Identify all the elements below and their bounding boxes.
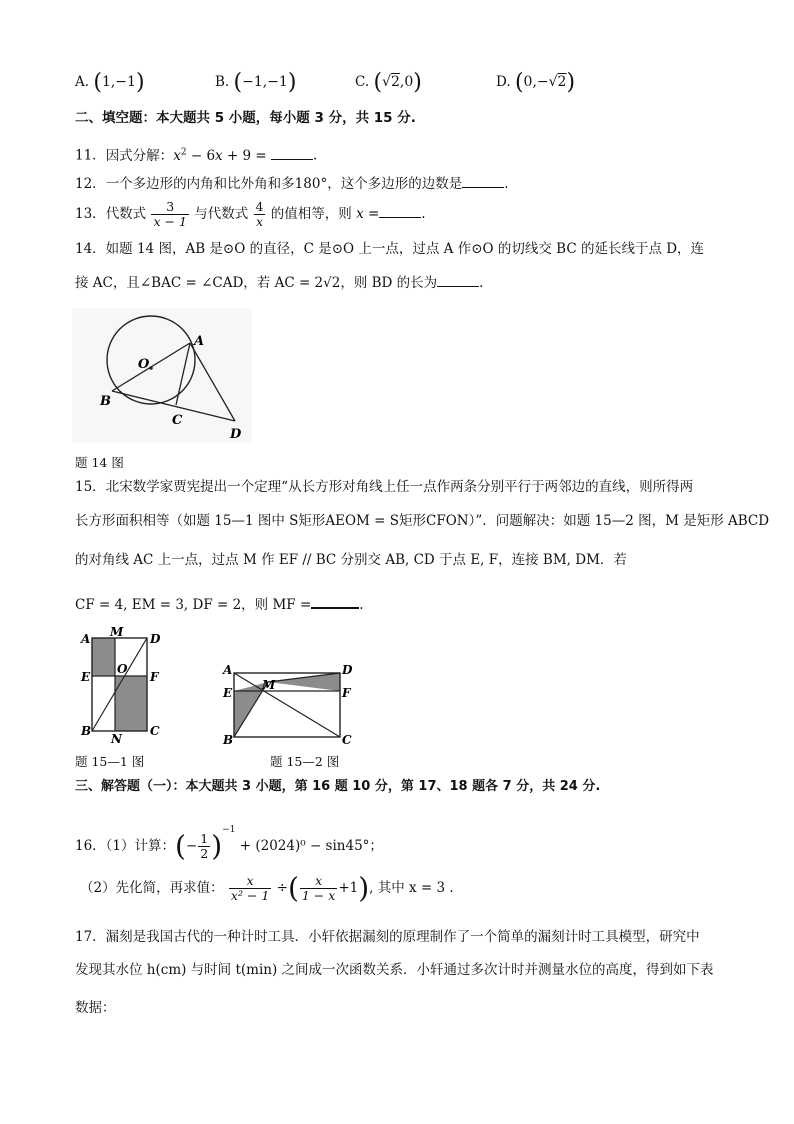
question-14-line2: 接 AC，且∠BAC = ∠CAD，若 AC = 2√2，则 BD 的长为 . [75, 275, 484, 291]
fig15-2-label-e: E [223, 686, 233, 700]
option-b: B. (−1,−1) [215, 70, 297, 95]
figure-15-1 [78, 627, 163, 747]
option-d: D. (0,−√2) [496, 70, 576, 95]
figure-15-2 [218, 657, 358, 749]
fig14-label-c: C [172, 413, 183, 428]
question-15-line1: 15．北宋数学家贾宪提出一个定理“从长方形对角线上任一点作两条分别平行于两邻边的直线，则所得两 [75, 479, 694, 495]
fig15-2-label-m: M [262, 678, 276, 692]
fig15-1-label-b: B [81, 724, 92, 738]
figure-14 [72, 308, 252, 443]
fig15-1-label-c: C [150, 724, 160, 738]
question-14-line1: 14．如题 14 图，AB 是⊙O 的直径，C 是⊙O 上一点，过点 A 作⊙O 的切线交 BC 的延长线于点 D，连 [75, 241, 705, 257]
question-13: 13．代数式 $\frac{3}{x - 1}$ 与代数式 $\frac{4}{x}$ 的值相等，则 x = . [75, 199, 426, 229]
question-16-part1: 16．（1）计算：(− $\frac{1}{2}$ )$^{-1}$ + (2024)⁰ − sin45°； [75, 825, 383, 863]
question-15-line2: 长方形面积相等（如题 15—1 图中 S矩形AEOM = S矩形CFON）”．问题解决：如题 15—2 图，M 是矩形 ABCD [75, 513, 770, 529]
question-17-line1: 17．漏刻是我国古代的一种计时工具．小轩依据漏刻的原理制作了一个简单的漏刻计时工具模型，研究中 [75, 929, 700, 945]
fig15-1-label-e: E [81, 670, 91, 684]
question-12: 12．一个多边形的内角和比外角和多180°，这个多边形的边数是 . [75, 176, 509, 192]
fig15-2-label-c: C [342, 733, 352, 747]
section3-title: 三、解答题（一）：本大题共 3 小题，第 16 题 10 分，第 17、18 题各 7 分，共 24 分. [75, 779, 601, 794]
fig14-label-a: A [194, 334, 205, 349]
option-c: C. (√2,0) [355, 70, 422, 95]
fig15-1-label-f: F [150, 670, 159, 684]
fig15-2-label-d: D [342, 663, 353, 677]
question-16-part2: （2）先化简，再求值： $\frac{x}{\text{x² − 1}}$ ÷( $\frac{x}{1 - x}$ +1), 其中 x = 3 . [80, 871, 454, 905]
fig14-label-d: D [230, 427, 242, 442]
question-15-line3: 的对角线 AC 上一点，过点 M 作 EF // BC 分别交 AB, CD 于点 E, F，连接 BM, DM．若 [75, 552, 627, 568]
section2-title: 二、填空题：本大题共 5 小题，每小题 3 分，共 15 分. [75, 110, 416, 126]
question-17-line3: 数据： [75, 1000, 116, 1016]
fig15-1-label-m: M [110, 627, 124, 639]
fig15-2-label-b: B [223, 733, 234, 747]
fig14-label-b: B [100, 394, 111, 409]
figure-15-2-caption: 题 15—2 图 [270, 754, 340, 769]
fig14-label-o: O [138, 357, 150, 372]
question-17-line2: 发现其水位 h(cm) 与时间 t(min) 之间成一次函数关系．小轩通过多次计时并测量水位的高度，得到如下表 [75, 962, 714, 978]
figure-15-1-caption: 题 15—1 图 [75, 754, 145, 769]
fig15-1-label-o: O [117, 662, 128, 676]
fig15-2-label-a: A [223, 663, 233, 677]
option-a: A. (1,−1) [75, 70, 145, 95]
fig15-1-label-n: N [111, 732, 122, 746]
question-11: 11．因式分解：$x^2 - 6x + 9$ = . [75, 147, 318, 164]
fig15-2-label-f: F [342, 686, 351, 700]
fig15-1-label-d: D [150, 632, 161, 646]
fig15-1-label-a: A [81, 632, 91, 646]
question-15-line4: CF = 4, EM = 3, DF = 2，则 MF = . [75, 597, 364, 613]
figure-14-caption: 题 14 图 [75, 455, 124, 470]
